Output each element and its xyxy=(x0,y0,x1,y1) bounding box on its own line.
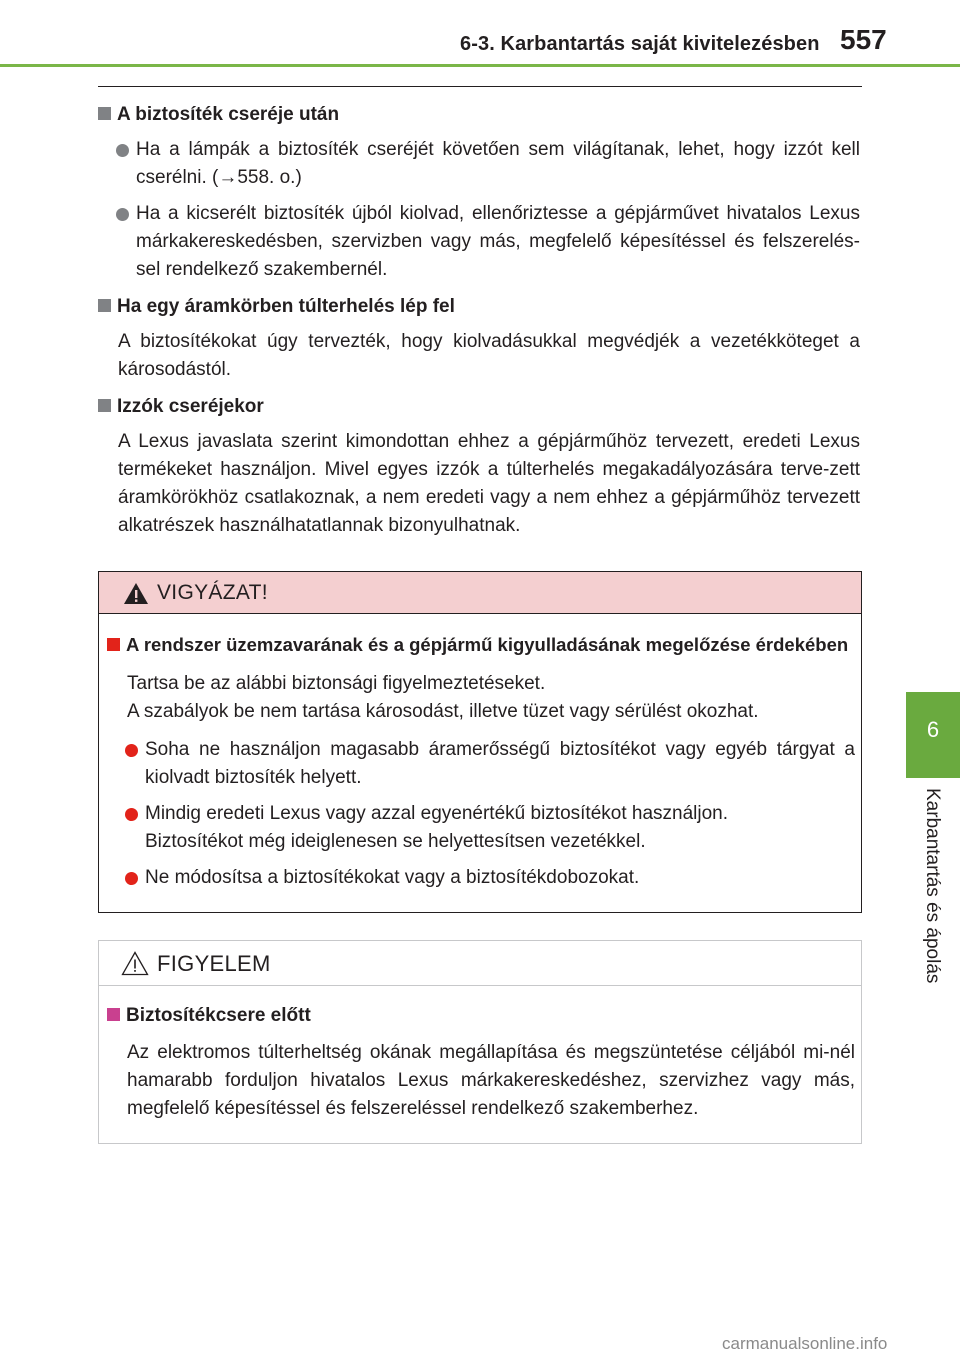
chapter-title-vertical xyxy=(902,788,960,988)
page-header xyxy=(0,0,960,66)
round-bullet-icon xyxy=(125,872,138,885)
square-bullet-icon xyxy=(107,1008,120,1021)
list-item: Soha ne használjon magasabb áramerősségű biztosítékot vagy egyéb tárgyat a kiolvadt biztosíték helyett. xyxy=(107,736,855,792)
notice-triangle-icon xyxy=(121,951,149,976)
square-bullet-icon xyxy=(107,638,120,651)
section-text: A biztosítékokat úgy tervezték, hogy kiolvadásukkal megvédjék a vezetékköteget a károsodástól. xyxy=(118,331,860,380)
warning-heading: A rendszer üzemzavarának és a gépjármű kigyulladásának megelőzése érdekében xyxy=(107,630,855,660)
list-item: Ha a lámpák a biztosíték cseréjét követően sem világítanak, lehet, hogy izzót kell cserélni. (→558. o.) xyxy=(98,136,860,192)
warning-box xyxy=(98,571,862,913)
section-title: 6-3. Karbantartás saját kivitelezésben xyxy=(460,33,820,55)
square-bullet-icon xyxy=(98,399,111,412)
section-text: A Lexus javaslata szerint kimondottan ehhez a gépjárműhöz tervezett, eredeti Lexus termékeket használjon. Mivel egyes izzók a túlterhelés megakadályozására terve-zett áramkörökhöz csatlakoznak, a nem eredeti vagy a nem ehhez a gépjárműhöz tervezett alkatrészek használhatatlannak bizonyulhatnak. xyxy=(118,431,860,536)
page-number: 557 xyxy=(840,24,887,55)
main-content xyxy=(98,100,860,540)
round-bullet-icon xyxy=(116,208,129,221)
notice-heading: Biztosítékcsere előtt xyxy=(107,1001,855,1031)
square-bullet-icon xyxy=(98,107,111,120)
warning-triangle-icon xyxy=(123,582,149,605)
round-bullet-icon xyxy=(125,808,138,821)
watermark: carmanualsonline.info xyxy=(722,1334,888,1353)
section-heading: Izzók cseréjekor xyxy=(98,392,860,422)
round-bullet-icon xyxy=(125,744,138,757)
notice-box xyxy=(98,940,862,1144)
warning-intro: Tartsa be az alábbi biztonsági figyelmeztetéseket. A szabályok be nem tartása károsodást, illetve tüzet vagy sérülést okozhat. xyxy=(127,673,759,722)
round-bullet-icon xyxy=(116,144,129,157)
section-heading: Ha egy áramkörben túlterhelés lép fel xyxy=(98,292,860,322)
list-item: Ha a kicserélt biztosíték újból kiolvad, ellenőriztesse a gépjárművet hivatalos Lexus márkakereskedésben, szervizben vagy más, megfelelő képesítéssel és felszerelés-sel rendelkező szakembernél. xyxy=(98,200,860,284)
chapter-tab[interactable]: 6 xyxy=(906,692,960,778)
notice-title: FIGYELEM xyxy=(157,951,271,976)
chapter-title: Karbantartás és ápolás xyxy=(922,788,943,984)
list-item: Ne módosítsa a biztosítékokat vagy a biztosítékdobozokat. xyxy=(107,864,855,892)
warning-body xyxy=(107,630,855,892)
notice-body xyxy=(107,1001,855,1123)
notice-header xyxy=(99,941,861,986)
list-item: Mindig eredeti Lexus vagy azzal egyenértékű biztosítékot használjon. Biztosítékot még ideiglenesen se helyettesítsen vezetékkel. xyxy=(107,800,855,856)
square-bullet-icon xyxy=(98,299,111,312)
top-rule xyxy=(98,86,862,87)
section-heading: A biztosíték cseréje után xyxy=(98,100,860,130)
warning-title: VIGYÁZAT! xyxy=(157,581,268,604)
warning-header xyxy=(99,572,861,614)
header-divider xyxy=(0,64,960,67)
notice-text: Az elektromos túlterheltség okának megállapítása és megszüntetése céljából mi-nél hamarabb forduljon hivatalos Lexus márkakereskedéshez, szervizhez vagy más, megfelelő képesítéssel és felszereléssel rendelkező szakemberhez. xyxy=(127,1042,855,1119)
